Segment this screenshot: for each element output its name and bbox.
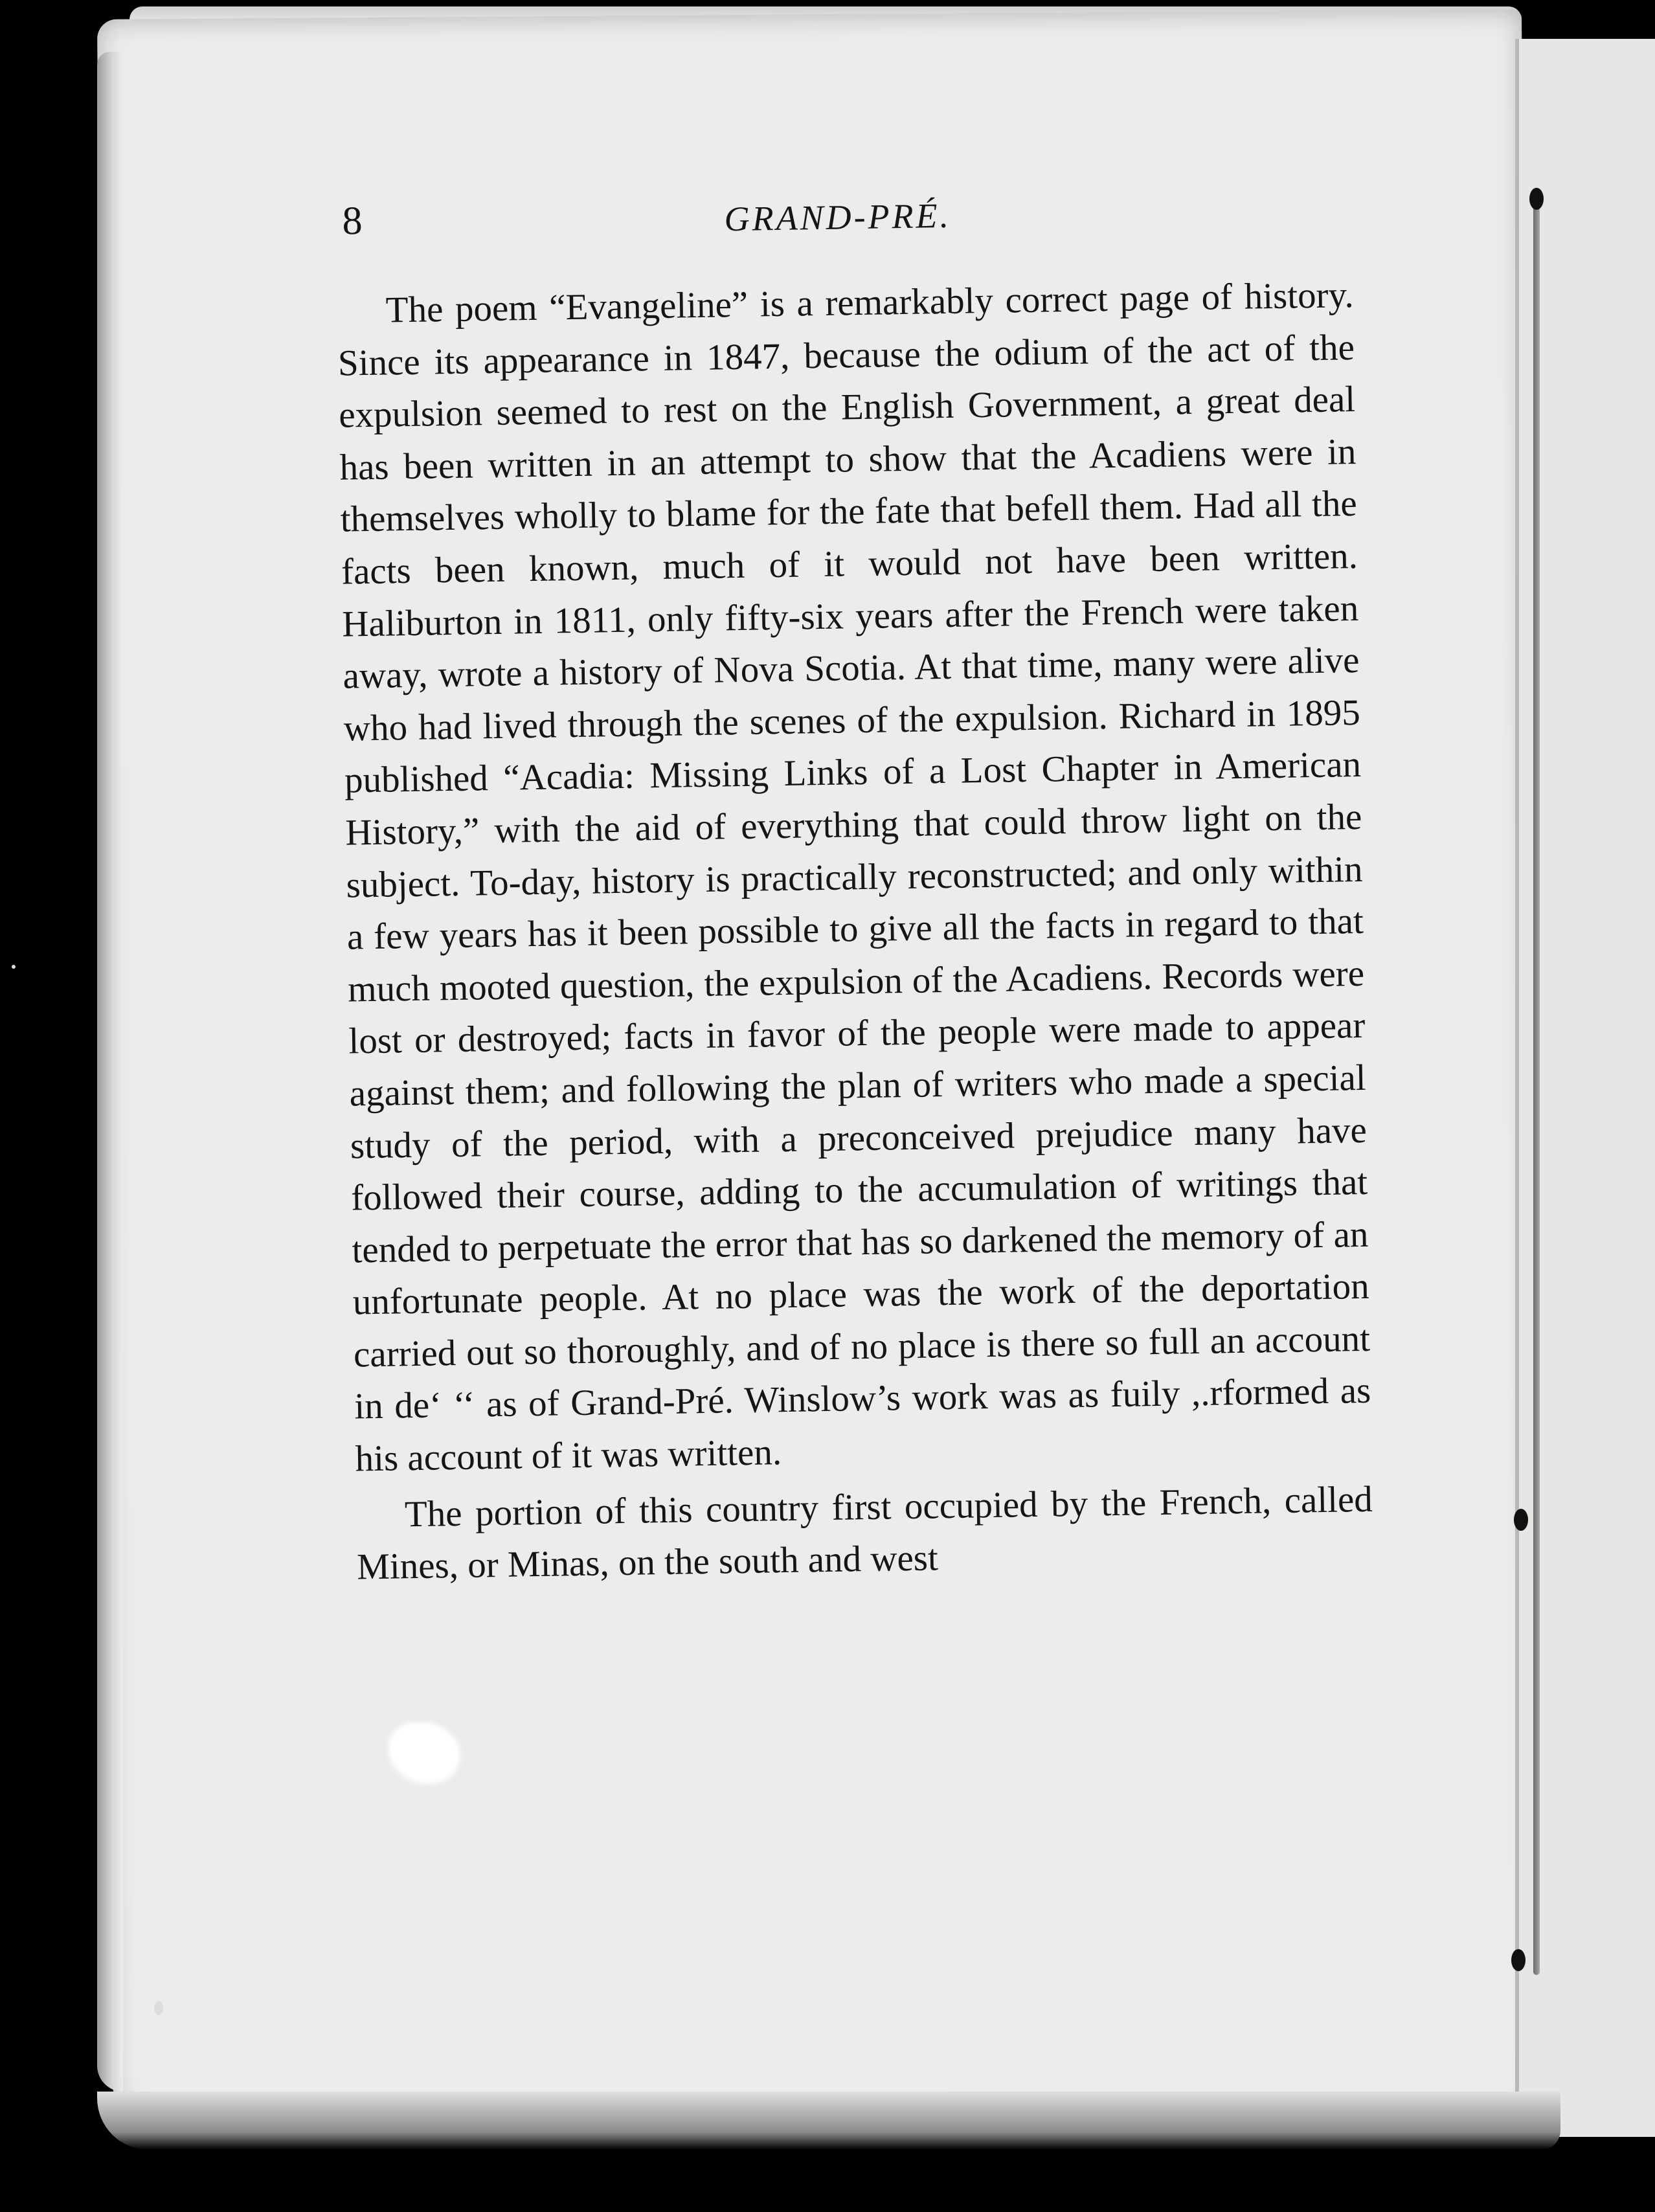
running-head: GRAND-PRÉ. [724,196,952,239]
paragraph: The poem “Evangeline” is a remarkably correct page of history. Since its appearance in 1847, because the odium of the act of the expulsion seemed to rest on the English Government, a great deal has been written in an attempt to show that the Acadiens were in themselves wholly to blame for the fate that befell them. Had all the facts been known, much of it would not have been written. Haliburton in 1811, only fifty-six years after the French were taken away, wrote a history of Nova Scotia. At that time, many were alive who had lived through the scenes of the expulsion. Richard in 1895 published “Acadia: Missing Links of a Lost Chapter in American History,” with the aid of everything that could throw light on the subject. To-day, history is practically reconstructed; and only within a few years has it been possible to give all the facts in regard to that much mooted question, the expulsion of the Acadiens. Records were lost or destroyed; facts in favor of the people were made to appear against them; and following the plan of writers who made a special study of the period, with a preconceived prejudice many have followed their course, adding to the accumulation of writings that tended to perpetuate the error that has so darkened the memory of an unfortunate people. At no place was the work of the deportation carried out so thoroughly, and of no place is there so full an account in de‘ ‘‘ as of Grand-Pré. Winslow’s work was as fuily ,.rformed as his account of it was written. [337,275,1371,1480]
body-text [337,269,1374,1594]
page-number: 8 [342,199,363,243]
paragraph: The portion of this country first occupied by the French, called Mines, or Minas, on the south and west [356,1478,1373,1588]
